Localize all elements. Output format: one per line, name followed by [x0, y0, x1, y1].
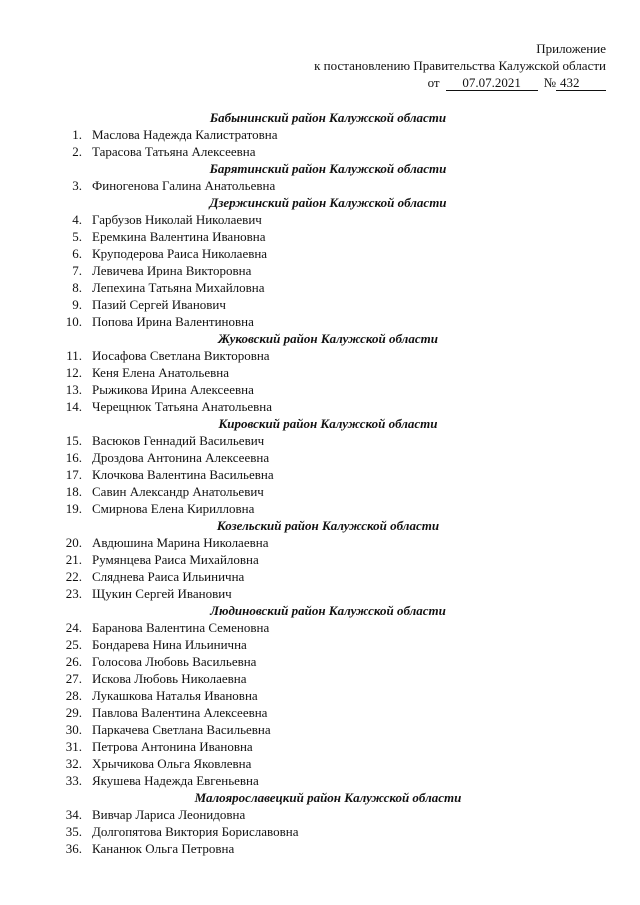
list-item [0, 466, 640, 483]
list-item [0, 500, 640, 517]
list-item [0, 449, 640, 466]
person-name: Попова Ирина Валентиновна [92, 314, 254, 329]
list-item [0, 619, 640, 636]
item-number: 15. [65, 433, 82, 448]
item-number: 34. [65, 807, 82, 822]
list-item [0, 483, 640, 500]
person-name: Паркачева Светлана Васильевна [92, 722, 271, 737]
person-name: Авдюшина Марина Николаевна [92, 535, 269, 550]
person-name: Дроздова Антонина Алексеевна [92, 450, 270, 465]
list-item [0, 381, 640, 398]
person-name: Петрова Антонина Ивановна [92, 739, 253, 754]
list-item [0, 585, 640, 602]
item-number: 1. [72, 127, 82, 142]
item-number: 24. [65, 620, 82, 635]
person-name: Тарасова Татьяна Алексеевна [92, 144, 256, 159]
item-number: 27. [65, 671, 82, 686]
list-item [0, 211, 640, 228]
person-name: Хрычикова Ольга Яковлевна [92, 756, 252, 771]
list-item [0, 840, 640, 857]
person-name: Круподерова Раиса Николаевна [92, 246, 268, 261]
list-item [0, 534, 640, 551]
list-item [0, 772, 640, 789]
list-item [0, 228, 640, 245]
person-name: Рыжикова Ирина Алексеевна [92, 382, 254, 397]
person-name: Маслова Надежда Калистратовна [92, 127, 278, 142]
list-item [0, 704, 640, 721]
list-item [0, 279, 640, 296]
person-name: Левичева Ирина Викторовна [92, 263, 252, 278]
list-item [0, 398, 640, 415]
person-name: Щукин Сергей Иванович [92, 586, 232, 601]
item-number: 22. [65, 569, 82, 584]
list-item [0, 806, 640, 823]
list-item [0, 296, 640, 313]
list-item [0, 636, 640, 653]
resolution-date-number [314, 74, 606, 91]
item-number: 33. [65, 773, 82, 788]
list-item [0, 568, 640, 585]
item-number: 36. [65, 841, 82, 856]
item-number: 25. [65, 637, 82, 652]
person-name: Иосафова Светлана Викторовна [92, 348, 270, 363]
item-number: 31. [65, 739, 82, 754]
list-item [0, 177, 640, 194]
list-item [0, 143, 640, 160]
item-number: 6. [72, 246, 82, 261]
person-name: Искова Любовь Николаевна [92, 671, 247, 686]
appendix-title: Приложение [536, 41, 606, 56]
resolution-number: 432 [556, 76, 606, 91]
person-name: Савин Александр Анатольевич [92, 484, 264, 499]
item-number: 16. [65, 450, 82, 465]
item-number: 8. [72, 280, 82, 295]
person-name: Черещнюк Татьяна Анатольевна [92, 399, 273, 414]
item-number: 10. [65, 314, 82, 329]
item-number: 7. [72, 263, 82, 278]
item-number: 11. [66, 348, 82, 363]
item-number: 5. [72, 229, 82, 244]
person-name: Еремкина Валентина Ивановна [92, 229, 266, 244]
list-item [0, 653, 640, 670]
item-number: 23. [65, 586, 82, 601]
list-item [0, 126, 640, 143]
person-name: Гарбузов Николай Николаевич [92, 212, 262, 227]
list-item [0, 823, 640, 840]
item-number: 13. [65, 382, 82, 397]
person-name: Голосова Любовь Васильевна [92, 654, 257, 669]
item-number: 17. [65, 467, 82, 482]
list-item [0, 551, 640, 568]
person-name: Смирнова Елена Кирилловна [92, 501, 255, 516]
person-name: Лукашкова Наталья Ивановна [92, 688, 258, 703]
person-name: Сляднева Раиса Ильинична [92, 569, 245, 584]
item-number: 29. [65, 705, 82, 720]
person-name: Клочкова Валентина Васильевна [92, 467, 274, 482]
list-item [0, 347, 640, 364]
list-item [0, 721, 640, 738]
award-list [0, 109, 640, 857]
person-name: Финогенова Галина Анатольевна [92, 178, 276, 193]
person-name: Лепехина Татьяна Михайловна [92, 280, 265, 295]
person-name: Баранова Валентина Семеновна [92, 620, 270, 635]
person-name: Кананюк Ольга Петровна [92, 841, 235, 856]
item-number: 20. [65, 535, 82, 550]
person-name: Васюков Геннадий Васильевич [92, 433, 265, 448]
item-number: 32. [65, 756, 82, 771]
item-number: 18. [65, 484, 82, 499]
list-item [0, 313, 640, 330]
person-name: Пазий Сергей Иванович [92, 297, 226, 312]
item-number: 9. [72, 297, 82, 312]
item-number: 14. [65, 399, 82, 414]
resolution-date: 07.07.2021 [446, 76, 538, 91]
district-heading: Малоярославецкий район Калужской области [194, 790, 462, 805]
item-number: 19. [65, 501, 82, 516]
district-heading: Козельский район Калужской области [216, 518, 440, 533]
appendix-header [314, 40, 606, 91]
person-name: Вивчар Лариса Леонидовна [92, 807, 246, 822]
item-number: 21. [65, 552, 82, 567]
district-heading: Кировский район Калужской области [218, 416, 438, 431]
list-item [0, 670, 640, 687]
person-name: Кеня Елена Анатольевна [92, 365, 229, 380]
resolution-reference: к постановлению Правительства Калужской области [314, 58, 606, 73]
item-number: 26. [65, 654, 82, 669]
item-number: 28. [65, 688, 82, 703]
list-item [0, 755, 640, 772]
list-item [0, 687, 640, 704]
person-name: Якушева Надежда Евгеньевна [92, 773, 259, 788]
list-item [0, 364, 640, 381]
person-name: Румянцева Раиса Михайловна [92, 552, 259, 567]
person-name: Павлова Валентина Алексеевна [92, 705, 268, 720]
list-item [0, 738, 640, 755]
item-number: 2. [72, 144, 82, 159]
person-name: Бондарева Нина Ильинична [92, 637, 247, 652]
district-heading: Дзержинский район Калужской области [209, 195, 447, 210]
item-number: 3. [72, 178, 82, 193]
district-heading: Людиновский район Калужской области [210, 603, 446, 618]
number-prefix: № [543, 75, 556, 90]
person-name: Долгопятова Виктория Бориславовна [92, 824, 299, 839]
item-number: 30. [65, 722, 82, 737]
item-number: 4. [72, 212, 82, 227]
item-number: 12. [65, 365, 82, 380]
district-heading: Жуковский район Калужской области [218, 331, 438, 346]
list-item [0, 262, 640, 279]
list-item [0, 245, 640, 262]
date-prefix: от [427, 75, 440, 90]
item-number: 35. [65, 824, 82, 839]
list-item [0, 432, 640, 449]
district-heading: Барятинский район Калужской области [209, 161, 447, 176]
district-heading: Бабынинский район Калужской области [209, 110, 447, 125]
